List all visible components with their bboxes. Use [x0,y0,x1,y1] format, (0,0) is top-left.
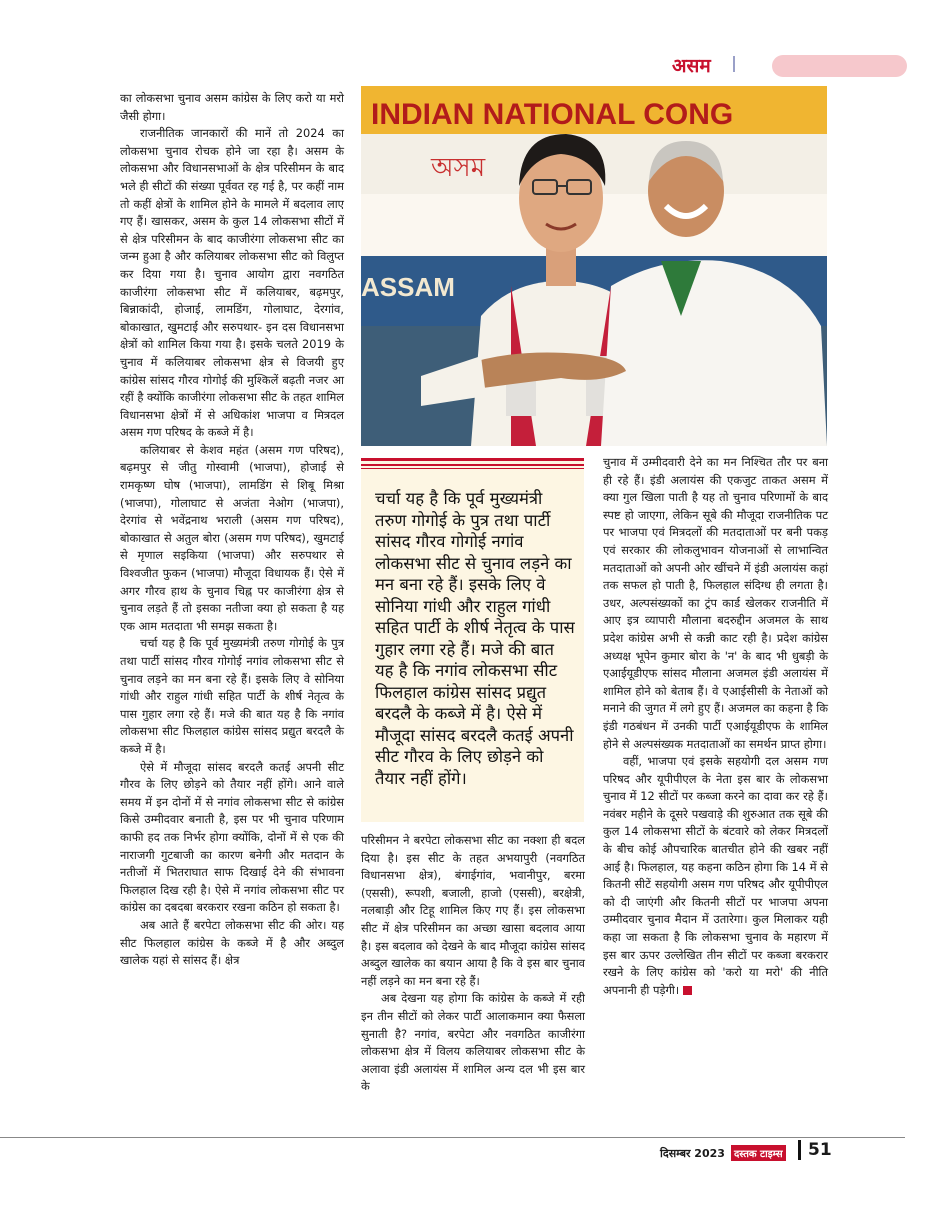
header-separator [733,56,735,72]
paragraph: अब आते हैं बरपेटा लोकसभा सीट की ओर। यह सीट फिलहाल कांग्रेस के कब्जे में है और अब्दुल खालेक यहां से सांसद हैं। क्षेत्र [120,917,344,968]
paragraph: ऐसे में मौजूदा सांसद बरदलै कतई अपनी सीट गौरव के लिए छोड़ने को तैयार नहीं होंगे। आने वाले समय में इन दोनों में से नगांव लोकसभा सीट से कांग्रेस किसे उम्मीदवार बनाती है, इस पर भी चुनाव परिणाम काफी हद तक निर्भर होगा क्योंकि, दोनों में से एक की नाराजगी गुटबाजी का कारण बनेगी और मतदान के नतीजों में भितराघात साफ दिखाई देने की संभावना फिलहाल दिख रही है। ऐसे में नगांव लोकसभा सीट पर कांग्रेस का दबदबा बरकरार रखना कठिन हो सकता है। [120,759,344,915]
article-column-3 [603,454,828,999]
paragraph: अब देखना यह होगा कि कांग्रेस के कब्जे में रही इन तीन सीटों को लेकर पार्टी आलाकमान क्या फैसला सुनाती है? नगांव, बरपेटा और नवगठित काजीरंगा लोकसभा क्षेत्र में विलय कलियाबर लोकसभा सीट के अलावा इंडी अलायंस में शामिल अन्य दल भी इस बार के [361,991,585,1094]
paragraph-text: वहीं, भाजपा एवं इसके सहयोगी दल असम गण परिषद और यूपीपीएल के नेता इस बार के लोकसभा चुनाव में 12 सीटों पर कब्जा करने का दावा कर रहे हैं। नवंबर महीने के दूसरे पखवाड़े की शुरुआत तक सूबे की कुल 14 लोकसभा सीटों के बंटवारे को लेकर मित्रदलों के बीच कोई औपचारिक बातचीत होने की खबर नहीं आई है। फिलहाल, यह कहना कठिन होगा कि 14 में से कितनी सीटें सहयोगी असम गण परिषद और यूपीपीएल को दी जाएंगी और कितनी सीटों पर भाजपा अपना उम्मीदवार चुनाव मैदान में उतारेगा। कुल मिलाकर यही कहा जा सकता है कि लोकसभा चुनाव के महारण में इस बार ऊपर उल्लेखित तीन सीटों पर कब्जा बरकरार रखने के लिए कांग्रेस को 'करो या मरो' की नीति अपनानी ही पड़ेगी। [603,754,828,997]
quote-rule [361,468,584,469]
footer-date: दिसम्बर 2023 [660,1147,725,1160]
paragraph: परिसीमन ने बरपेटा लोकसभा सीट का नक्शा ही बदल दिया है। इस सीट के तहत अभयापुरी (नवगठित विधानसभा क्षेत्र), बंगाईगांव, भवानीपुर, बरमा (एससी), रूपशी, बजाली, हाजो (एससी), बरक्षेत्री, नलबाड़ी और टिहू शामिल किए गए हैं। इस लोकसभा सीट में क्षेत्र परिसीमन का अच्छा खासा बदलाव आया है। इस बदलाव को देखने के बाद मौजूदा कांग्रेस सांसद अब्दुल खालेक का बयान आया है कि वे इस बार चुनाव नहीं लड़ने का मन बना रहे हैं। [361,833,585,988]
page-footer [0,1140,945,1170]
header-decoration [772,55,907,77]
end-mark-icon [683,986,692,995]
paragraph: चुनाव में उम्मीदवारी देने का मन निश्चित तौर पर बना ही रहे हैं। इंडी अलायंस की एकजुट ताकत असम में क्या गुल खिला पाती है यह तो चुनाव परिणामों के बाद स्पष्ट हो जाएगा, लेकिन सूबे की मौजूदा राजनीतिक पट पर भाजपा एवं मित्रदलों की मतदाताओं पर बनी पकड़ एवं सरकार की लोकलुभावन योजनाओं से लाभान्वित मतदाताओं को अपनी ओर खींचने में इंडी अलायंस कहां तक सफल हो पाती है, फिलहाल संदिग्ध ही लगता है। उधर, अल्पसंख्यकों का ट्रंप कार्ड खेलकर राजनीति में आए इत्र व्यापारी मौलाना बदरुद्दीन अजमल के साथ प्रदेश कांग्रेस अभी से कन्नी काट रही है। प्रदेश कांग्रेस अध्यक्ष भूपेन कुमार बोरा के 'न' के बाद भी धुबड़ी के एआईयूडीएफ सांसद मौलाना अजमल इंडी अलायंस में शामिल होने को बेताब हैं। वे एआईसीसी के नेताओं को मनाने की जुगत में लगे हुए हैं। अजमल का कहना है कि इंडी गठबंधन में उनकी पार्टी एआईयूडीएफ के शामिल होने से अल्पसंख्यक मतदाताओं का समर्थन प्राप्त होगा। [603,455,828,751]
paragraph: कलियाबर से केशव महंत (असम गण परिषद), बढ़मपुर से जीतु गोस्वामी (भाजपा), होजाई से रामकृष्ण घोष (भाजपा), लामडिंग से शिबू मिश्रा (भाजपा), गोलाघाट से अजंता नेओग (भाजपा), देरगांव से भवेंद्रनाथ भराली (असम गण परिषद), बोकाखात से अतुल बोरा (असम गण परिषद), खुमटाई से मृणाल सइकिया (भाजपा) और सरुपथार से विश्वजीत फुकन (भाजपा) मौजूदा विधायक हैं। ऐसे में अगर गौरव हाथ के चुनाव चिह्न पर काजीरंगा क्षेत्र से चुनाव लड़ते हैं तो इसका नतीजा क्या हो सकता है यह एक आम मतदाता भी समझ सकता है। [120,442,344,633]
page-number: 51 [808,1140,832,1160]
article-column-2 [361,832,585,1096]
paragraph [603,753,828,999]
pull-quote-text: चर्चा यह है कि पूर्व मुख्यमंत्री तरुण गोगोई के पुत्र तथा पार्टी सांसद गौरव गोगोई नगांव लोकसभा सीट से चुनाव लड़ने का मन बना रहे हैं। इसके लिए वे सोनिया गांधी और राहुल गांधी सहित पार्टी के शीर्ष नेतृत्व के पास गुहार लगा रहे हैं। मजे की बात यह है कि नगांव लोकसभा सीट फिलहाल कांग्रेस सांसद प्रद्युत बरदलै के कब्जे में है। ऐसे में मौजूदा सांसद बरदलै कतई अपनी सीट गौरव के लिए छोड़ने को तैयार नहीं होंगे। [375,489,575,788]
banner-sub-text: অসম [431,153,486,183]
article-column-1 [120,90,344,970]
footer-divider [798,1140,801,1160]
paragraph: चर्चा यह है कि पूर्व मुख्यमंत्री तरुण गोगोई के पुत्र तथा पार्टी सांसद गौरव गोगोई नगांव लोकसभा सीट से चुनाव लड़ने का मन बना रहे हैं। इसके लिए वे सोनिया गांधी और राहुल गांधी सहित पार्टी के शीर्ष नेतृत्व के पास गुहार लगा रहे हैं। मजे की बात यह है कि नगांव लोकसभा सीट फिलहाल कांग्रेस सांसद प्रद्युत बरदलै के कब्जे में है। [120,636,344,756]
side-banner-text: ASSAM [361,272,455,302]
page-header [0,50,945,80]
footer-rule [0,1137,905,1138]
article-photo [361,86,827,446]
pull-quote [361,458,584,822]
section-title: असम [672,55,711,77]
paragraph: का लोकसभा चुनाव असम कांग्रेस के लिए करो या मरो जैसी होगा। [120,91,344,123]
quote-rule [361,458,584,461]
magazine-logo: दस्तक टाइम्स [731,1145,786,1161]
banner-text: INDIAN NATIONAL CONG [371,98,734,131]
paragraph: राजनीतिक जानकारों की मानें तो 2024 का लोकसभा चुनाव रोचक होने जा रहा है। असम के लोकसभा और विधानसभाओं के क्षेत्र परिसीमन के बाद भले ही सीटों की संख्या पूर्ववत रह गई है, पर कहीं नाम तो कहीं क्षेत्रों के शामिल होने के मामले में बदलाव लाए गए हैं। खासकर, असम के कुल 14 लोकसभा सीटों में से क्षेत्र परिसीमन के बाद काजीरंगा लोकसभा सीट का जन्म हुआ है और कलियाबर लोकसभा सीट को विलुप्त कर दिया गया है। चुनाव आयोग द्वारा नवगठित काजीरंगा लोकसभा सीट में कलियाबर, बढ़मपुर, बिन्नाकांदी, होजाई, लामडिंग, गोलाघाट, देरगांव, बोकाखात, खुमटाई और सरुपथार- इन दस विधानसभा क्षेत्रों को शामिल किया गया है। इसके चलते 2019 के चुनाव में कलियाबर लोकसभा क्षेत्र से विजयी हुए कांग्रेस सांसद गौरव गोगोई की मुश्किलें बढ़ती नजर आ रहीं है क्योंकि काजीरंगा लोकसभा सीट के तहत शामिल विधानसभा क्षेत्रों में से अधिकांश भाजपा व मित्रदल असम गण परिषद के कब्जे में है। [120,126,344,440]
quote-rule [361,464,584,466]
